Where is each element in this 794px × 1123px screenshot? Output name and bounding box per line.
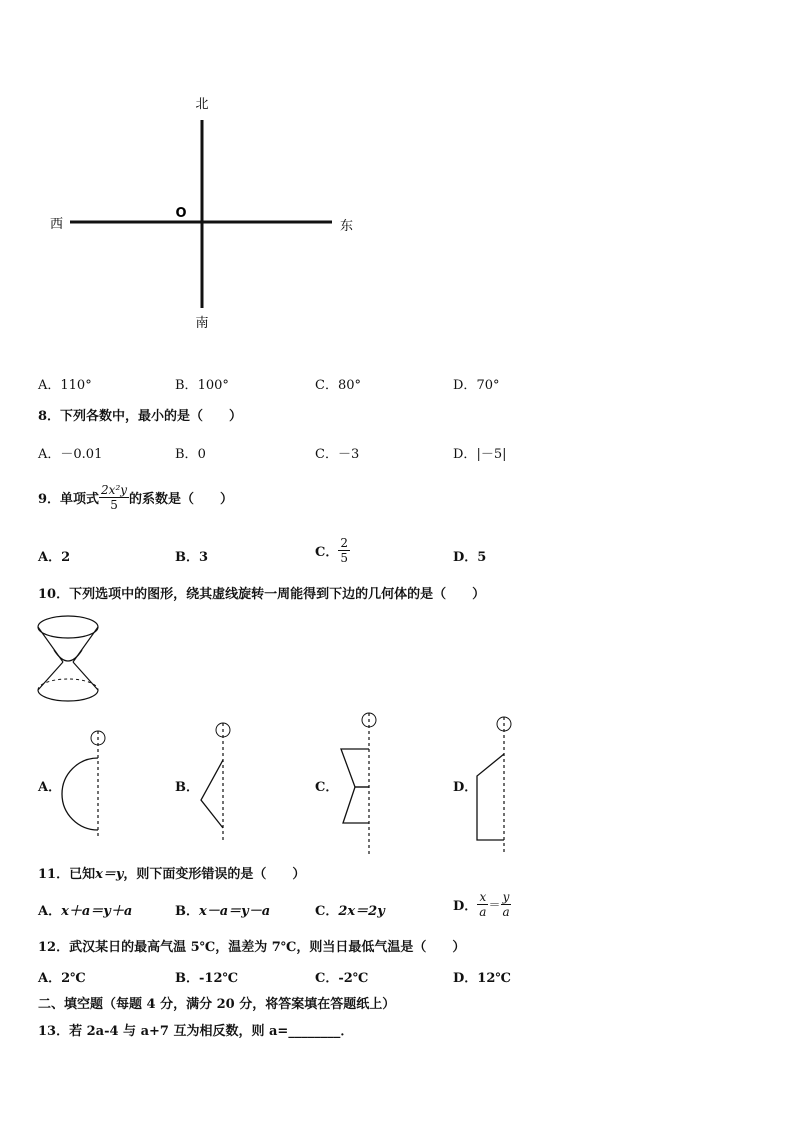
east-label: 东 [340,219,354,234]
q8-option-c[interactable]: C．－3 [315,447,360,462]
compass-diagram [40,90,370,340]
q11-option-c[interactable]: C．2x＝2y [315,904,385,919]
q12-stem: 12．武汉某日的最高气温 5℃，温差为 7℃，则当日最低气温是（ ） [38,940,466,955]
q10-option-d-label[interactable]: D． [453,780,478,795]
q10-option-b-label[interactable]: B． [175,780,199,795]
q10-option-a-label[interactable]: A． [38,780,62,795]
section-2-heading: 二、填空题（每题 4 分，满分 20 分，将答案填在答题纸上） [38,997,396,1012]
q8-stem: 8．下列各数中，最小的是（ ） [38,409,243,424]
north-label: 北 [195,97,209,112]
q10-option-c-figure[interactable] [335,710,383,858]
q12-option-b[interactable]: B．-12℃ [175,971,239,986]
q9-option-d[interactable]: D．5 [453,550,487,565]
q8-option-b[interactable]: B．0 [175,447,206,462]
q10-option-a-figure[interactable] [58,728,118,840]
q8-option-a[interactable]: A．－0.01 [38,447,103,462]
q9-option-b[interactable]: B．3 [175,550,209,565]
q9-fraction-denominator: 5 [110,498,118,512]
q9-stem: 9．单项式 $\frac{\text{2x²y}}{5}$ 的系数是（ ） [38,483,234,512]
q10-option-b-figure[interactable] [195,720,235,845]
q7-option-b[interactable]: B．100° [175,378,229,393]
q10-option-d-figure[interactable] [470,712,515,854]
q8-option-d[interactable]: D．|－5| [453,447,507,462]
q13-stem: 13．若 2a-4 与 a+7 互为相反数，则 a=________． [38,1024,354,1039]
q11-option-d[interactable]: D． $\frac{x}{a}$ ＝ $\frac{y}{a}$ [453,890,510,919]
west-label: 西 [50,217,64,232]
q10-option-c-label[interactable]: C． [315,780,339,795]
double-cone-solid [30,610,110,710]
q11-option-b[interactable]: B．x－a＝y－a [175,904,271,919]
q7-option-d[interactable]: D．70° [453,378,500,393]
q10-stem: 10．下列选项中的图形，绕其虚线旋转一周能得到下边的几何体的是（ ） [38,587,486,602]
q9-option-a[interactable]: A．2 [38,550,71,565]
south-label: 南 [195,316,209,331]
q9-fraction-numerator: 2x²y [101,483,128,497]
q11-option-a[interactable]: A．x＋a＝y＋a [38,904,133,919]
q7-option-a[interactable]: A．110° [38,378,92,393]
q9-option-c[interactable]: C． $\frac{2}{5}$ [315,536,348,565]
q11-stem: 11．已知x＝y，则下面变形错误的是（ ） [38,867,306,882]
q7-option-c[interactable]: C．80° [315,378,361,393]
origin-label: O [175,206,187,221]
q12-option-c[interactable]: C．-2℃ [315,971,369,986]
q13-answer-blank[interactable]: ________ [288,1024,341,1039]
q12-option-a[interactable]: A．2℃ [38,971,86,986]
q12-option-d[interactable]: D．12℃ [453,971,511,986]
